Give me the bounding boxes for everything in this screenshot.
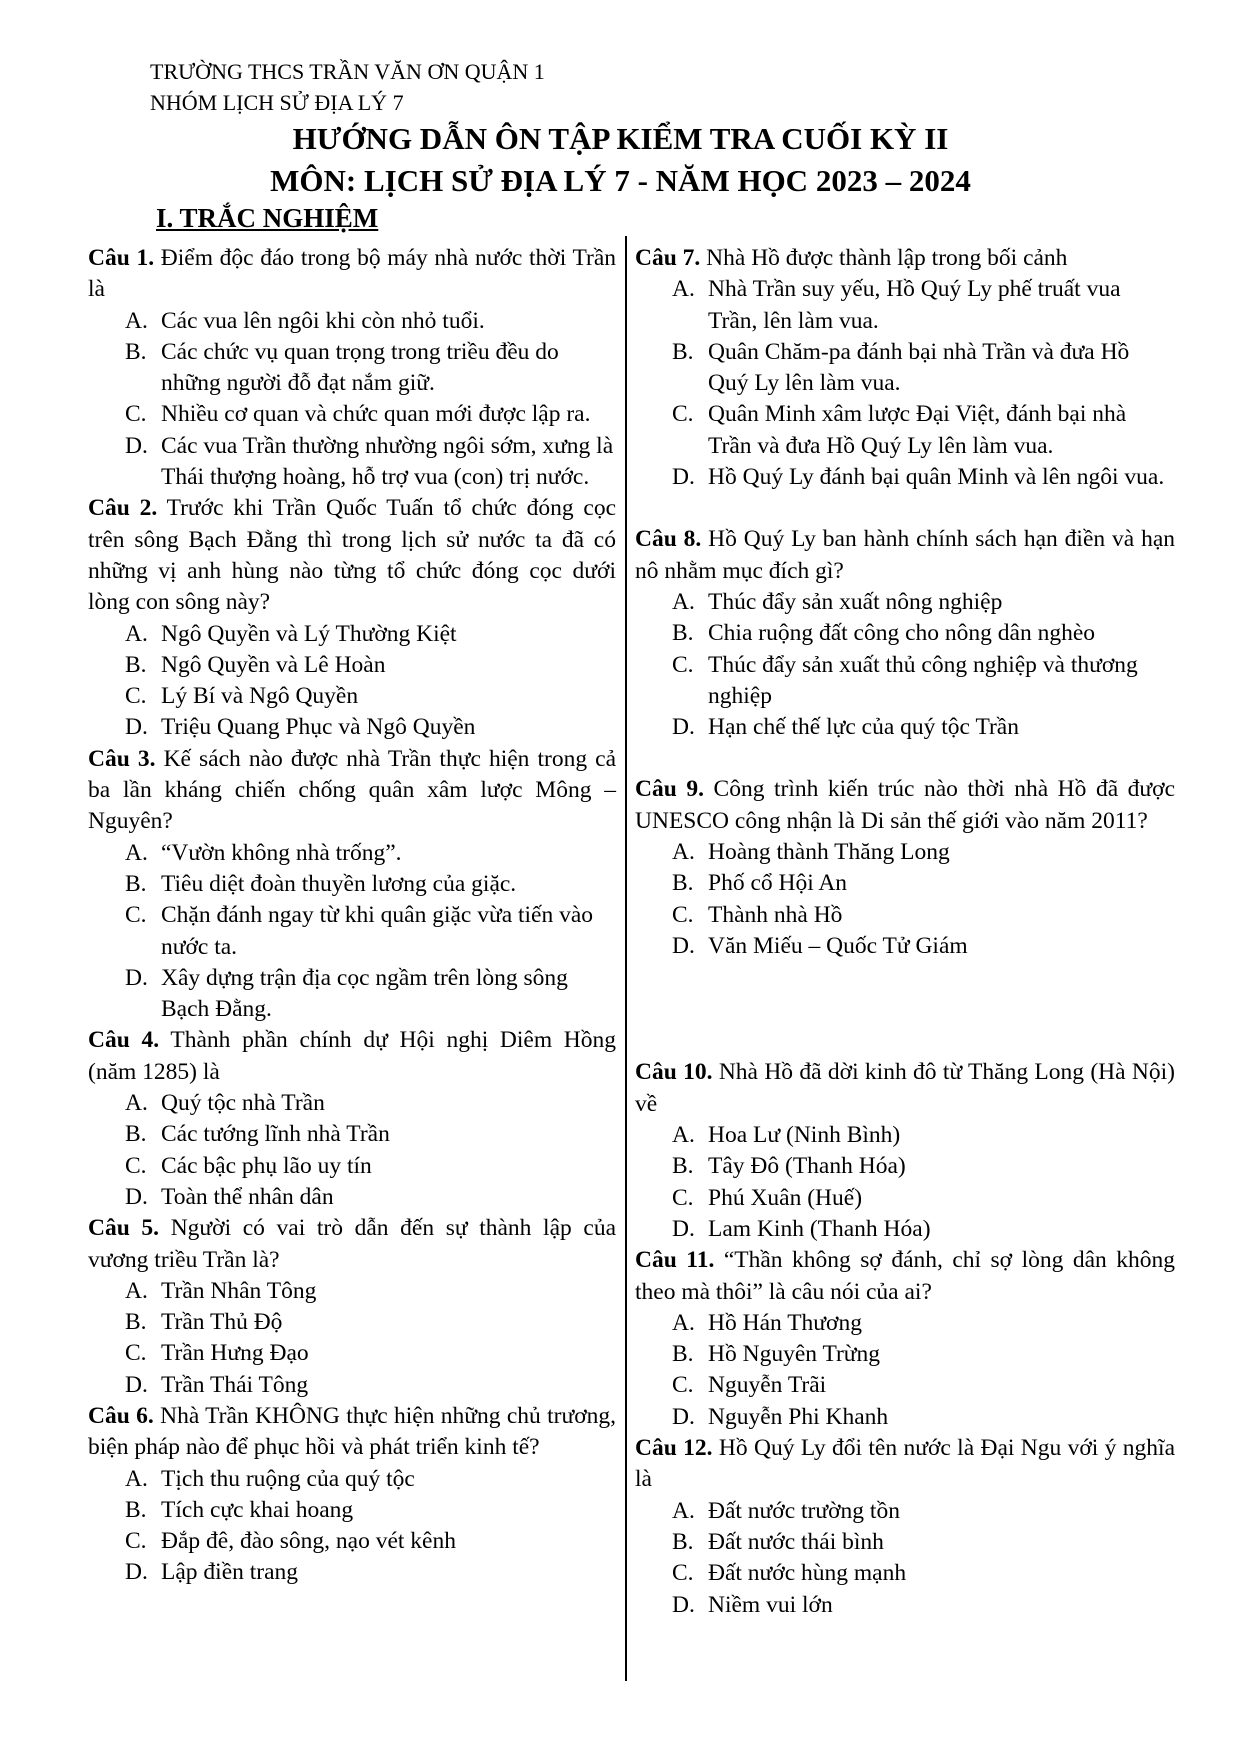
option-d: D. Lam Kinh (Thanh Hóa) — [672, 1215, 931, 1242]
option-b: B. Ngô Quyền và Lê Hoàn — [125, 651, 386, 678]
option-a: A. Hoàng thành Thăng Long — [672, 839, 950, 866]
option-d: D. Các vua Trần thường nhường ngôi sớm, xưng là Thái thượng hoàng, hỗ trợ vua (con) trị nước. — [125, 432, 614, 491]
option-d: D. Hồ Quý Ly đánh bại quân Minh và lên ngôi vua. — [672, 464, 1165, 491]
option-d: D. Triệu Quang Phục và Ngô Quyền — [125, 714, 476, 741]
question-stem: Nhà Hồ đã dời kinh đô từ Thăng Long (Hà Nội) về — [635, 1059, 1175, 1117]
question-number: Câu 4. — [88, 1027, 160, 1054]
option-a: A. Đất nước trường tồn — [672, 1497, 900, 1524]
option-a: A. “Vườn không nhà trống”. — [125, 839, 402, 866]
option-b: B. Các tướng lĩnh nhà Trần — [125, 1121, 390, 1148]
option-d: D. Hạn chế thế lực của quý tộc Trần — [672, 714, 1019, 741]
option-a: A. Các vua lên ngôi khi còn nhỏ tuổi. — [125, 307, 485, 334]
question-4 — [88, 1025, 616, 1213]
question-1 — [88, 243, 616, 493]
option-d: D. Nguyễn Phi Khanh — [672, 1403, 889, 1430]
left-column — [88, 243, 616, 1589]
question-11 — [635, 1245, 1175, 1433]
option-b: B. Chia ruộng đất công cho nông dân nghèo — [672, 620, 1096, 647]
question-9 — [635, 774, 1175, 1057]
question-stem: Điểm độc đáo trong bộ máy nhà nước thời Trần là — [88, 245, 617, 303]
question-number: Câu 6. — [88, 1402, 154, 1429]
question-7 — [635, 243, 1175, 524]
option-a: A. Thúc đẩy sản xuất nông nghiệp — [672, 588, 1003, 615]
question-8 — [635, 524, 1175, 774]
question-number: Câu 11. — [635, 1247, 715, 1274]
option-a: A. Trần Nhân Tông — [125, 1277, 317, 1304]
option-a: A. Tịch thu ruộng của quý tộc — [125, 1465, 415, 1492]
option-a: A. Ngô Quyền và Lý Thường Kiệt — [125, 620, 457, 647]
question-5 — [88, 1213, 616, 1401]
option-b: B. Trần Thủ Độ — [125, 1309, 283, 1336]
question-stem: “Thần không sợ đánh, chỉ sợ lòng dân không theo mà thôi” là câu nói của ai? — [635, 1247, 1176, 1305]
option-b: B. Tây Đô (Thanh Hóa) — [672, 1153, 906, 1180]
column-divider — [625, 236, 627, 1681]
option-c: C. Các bậc phụ lão uy tín — [125, 1152, 372, 1179]
option-c: C. Thành nhà Hồ — [672, 901, 843, 928]
option-b: B. Tích cực khai hoang — [125, 1496, 354, 1523]
option-a: A. Hồ Hán Thương — [672, 1309, 862, 1336]
question-stem: Thành phần chính dự Hội nghị Diêm Hồng (năm 1285) là — [88, 1027, 617, 1085]
question-number: Câu 12. — [635, 1435, 713, 1462]
question-number: Câu 10. — [635, 1059, 713, 1086]
option-b: B. Các chức vụ quan trọng trong triều đều do những người đỗ đạt nắm giữ. — [125, 338, 559, 397]
option-b: B. Quân Chăm-pa đánh bại nhà Trần và đưa Hồ Quý Ly lên làm vua. — [672, 338, 1130, 397]
option-a: A. Quý tộc nhà Trần — [125, 1090, 325, 1117]
option-c: C. Chặn đánh ngay từ khi quân giặc vừa tiến vào nước ta. — [125, 902, 594, 960]
question-stem: Hồ Quý Ly ban hành chính sách hạn điền và hạn nô nhằm mục đích gì? — [635, 526, 1175, 584]
question-number: Câu 2. — [88, 495, 158, 522]
right-column — [635, 243, 1175, 1621]
option-d: D. Xây dựng trận địa cọc ngầm trên lòng sông Bạch Đằng. — [125, 964, 568, 1023]
option-d: D. Lập điền trang — [125, 1559, 299, 1586]
option-c: C. Đắp đê, đào sông, nạo vét kênh — [125, 1528, 456, 1555]
option-b: B. Đất nước thái bình — [672, 1528, 884, 1555]
option-c: C. Trần Hưng Đạo — [125, 1340, 309, 1367]
school-name: TRƯỜNG THCS TRẦN VĂN ƠN QUẬN 1 — [150, 59, 545, 84]
question-12 — [635, 1433, 1175, 1621]
option-c: C. Quân Minh xâm lược Đại Việt, đánh bại nhà Trần và đưa Hồ Quý Ly lên làm vua. — [672, 401, 1127, 459]
document-title: HƯỚNG DẪN ÔN TẬP KIỂM TRA CUỐI KỲ II — [292, 121, 949, 156]
option-c: C. Nguyễn Trãi — [672, 1372, 827, 1399]
group-name: NHÓM LỊCH SỬ ĐỊA LÝ 7 — [150, 90, 404, 115]
question-number: Câu 1. — [88, 245, 155, 271]
section-heading: I. TRẮC NGHIỆM — [156, 203, 379, 233]
option-d: D. Văn Miếu – Quốc Tử Giám — [672, 932, 968, 959]
question-stem: Công trình kiến trúc nào thời nhà Hồ đã được UNESCO công nhận là Di sản thế giới vào năm 2011? — [635, 776, 1176, 834]
option-b: B. Hồ Nguyên Trừng — [672, 1341, 881, 1368]
question-stem: Người có vai trò dẫn đến sự thành lập của vương triều Trần là? — [88, 1215, 617, 1273]
option-b: B. Tiêu diệt đoàn thuyền lương của giặc. — [125, 870, 517, 897]
question-2 — [88, 493, 616, 743]
option-b: B. Phố cổ Hội An — [672, 870, 848, 897]
option-d: D. Trần Thái Tông — [125, 1371, 309, 1398]
option-c: C. Nhiều cơ quan và chức quan mới được lập ra. — [125, 401, 591, 428]
option-d: D. Toàn thể nhân dân — [125, 1183, 334, 1210]
question-stem: Hồ Quý Ly đổi tên nước là Đại Ngu với ý nghĩa là — [635, 1435, 1176, 1493]
option-c: C. Thúc đẩy sản xuất thủ công nghiệp và thương nghiệp — [672, 651, 1138, 709]
question-number: Câu 9. — [635, 776, 704, 803]
question-stem: Nhà Hồ được thành lập trong bối cảnh — [706, 245, 1068, 271]
question-3 — [88, 744, 616, 1026]
option-a: A. Nhà Trần suy yếu, Hồ Quý Ly phế truất vua Trần, lên làm vua. — [672, 276, 1121, 334]
question-number: Câu 7. — [635, 245, 701, 271]
question-stem: Trước khi Trần Quốc Tuấn tổ chức đóng cọc trên sông Bạch Đằng thì trong lịch sử nước ta đã có những vị anh hùng nào từng tổ chức đóng cọc dưới lòng con sông này? — [88, 495, 617, 616]
option-c: C. Lý Bí và Ngô Quyền — [125, 683, 359, 710]
document-subtitle: MÔN: LỊCH SỬ ĐỊA LÝ 7 - NĂM HỌC 2023 – 2024 — [270, 163, 971, 198]
question-stem: Kế sách nào được nhà Trần thực hiện trong cả ba lần kháng chiến chống quân xâm lược Mông – Nguyên? — [88, 745, 616, 835]
option-c: C. Đất nước hùng mạnh — [672, 1560, 907, 1587]
option-c: C. Phú Xuân (Huế) — [672, 1184, 863, 1211]
question-stem: Nhà Trần KHÔNG thực hiện những chủ trương, biện pháp nào để phục hồi và phát triển kinh tế? — [88, 1402, 616, 1461]
question-number: Câu 5. — [88, 1215, 160, 1242]
question-number: Câu 3. — [88, 745, 156, 772]
document-header — [150, 56, 545, 118]
question-6 — [88, 1401, 616, 1589]
question-10 — [635, 1057, 1175, 1245]
option-a: A. Hoa Lư (Ninh Bình) — [672, 1122, 901, 1149]
question-number: Câu 8. — [635, 526, 702, 553]
option-d: D. Niềm vui lớn — [672, 1591, 833, 1618]
